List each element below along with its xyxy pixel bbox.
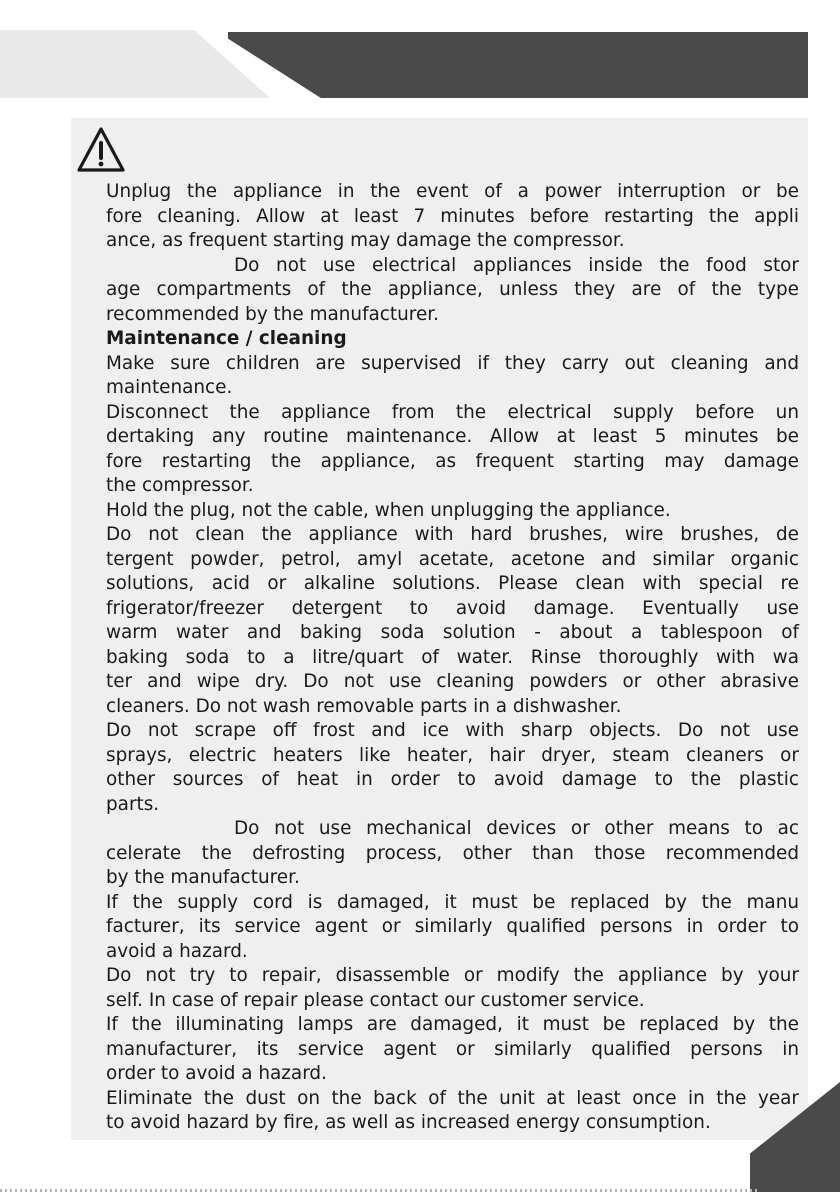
header-tab-light bbox=[0, 30, 270, 98]
paragraph-repair bbox=[106, 964, 799, 1013]
text-line: age compartments of the appliance, unless they are of the type bbox=[106, 279, 799, 300]
text-line: ance, as frequent starting may damage the compressor. bbox=[106, 230, 625, 251]
text-line: dertaking any routine maintenance. Allow at least 5 minutes be bbox=[106, 426, 799, 447]
text-line: by the manufacturer. bbox=[106, 867, 300, 888]
text-line: avoid a hazard. bbox=[106, 940, 248, 962]
header-tab-dark bbox=[228, 32, 808, 98]
paragraph-children bbox=[106, 352, 799, 401]
text-line: other sources of heat in order to avoid damage to the plastic bbox=[106, 769, 799, 790]
paragraph-power-interruption bbox=[106, 180, 799, 254]
text-line: Hold the plug, not the cable, when unplugging the appliance. bbox=[106, 499, 671, 521]
text-line: parts. bbox=[106, 793, 160, 815]
paragraph-disconnect bbox=[106, 401, 799, 499]
text-line: fore restarting the appliance, as frequent starting may damage bbox=[106, 450, 799, 472]
text-line: fore cleaning. Allow at least 7 minutes before restarting the appli bbox=[106, 205, 799, 227]
paragraph-defrosting bbox=[106, 817, 799, 891]
text-line: manufacturer, its service agent or similarly qualified persons in bbox=[106, 1038, 799, 1060]
text-line: ter and wipe dry. Do not use cleaning powders or other abrasive bbox=[106, 671, 799, 692]
text-line: Do not use mechanical devices or other means to ac bbox=[234, 818, 799, 839]
text-line: cleaners. Do not wash removable parts in a dishwasher. bbox=[106, 695, 622, 717]
text-line: facturer, its service agent or similarly qualified persons in order to bbox=[106, 916, 799, 937]
text-line: celerate the defrosting process, other than those recommended bbox=[106, 842, 799, 864]
text-line: Do not scrape off frost and ice with sharp objects. Do not use bbox=[106, 720, 799, 741]
text-line: recommended by the manufacturer. bbox=[106, 303, 439, 325]
text-line: frigerator/freezer detergent to avoid damage. Eventually use bbox=[106, 597, 799, 619]
text-line: If the illuminating lamps are damaged, it must be replaced by the bbox=[106, 1014, 799, 1035]
text-line: tergent powder, petrol, amyl acetate, acetone and similar organic bbox=[106, 548, 799, 570]
text-line: warm water and baking soda solution - about a tablespoon of bbox=[106, 622, 799, 643]
warning-triangle-icon bbox=[76, 126, 126, 174]
paragraph-dust bbox=[106, 1087, 799, 1136]
paragraph-electrical-appliances bbox=[106, 254, 799, 328]
section-heading: Maintenance / cleaning bbox=[106, 328, 347, 349]
text-line: self. In case of repair please contact our customer service. bbox=[106, 989, 645, 1011]
text-line: sprays, electric heaters like heater, hair dryer, steam cleaners or bbox=[106, 744, 799, 766]
text-line: Eliminate the dust on the back of the unit at least once in the year bbox=[106, 1087, 799, 1109]
text-line: Do not clean the appliance with hard brushes, wire brushes, de bbox=[106, 524, 799, 545]
text-line: Do not try to repair, disassemble or modify the appliance by your bbox=[106, 965, 799, 986]
paragraph-lamps bbox=[106, 1013, 799, 1087]
text-line: order to avoid a hazard. bbox=[106, 1063, 327, 1084]
paragraph-cleaning-agents bbox=[106, 523, 799, 719]
text-line: to avoid hazard by fire, as well as increased energy consumption. bbox=[106, 1112, 711, 1133]
text-line: Disconnect the appliance from the electrical supply before un bbox=[106, 401, 799, 423]
safety-text bbox=[106, 180, 799, 1136]
paragraph-frost bbox=[106, 719, 799, 817]
text-line: Make sure children are supervised if they carry out cleaning and bbox=[106, 352, 799, 374]
text-line: If the supply cord is damaged, it must be replaced by the manu bbox=[106, 891, 799, 913]
text-line: Unplug the appliance in the event of a power interruption or be bbox=[106, 181, 799, 202]
text-line: Do not use electrical appliances inside the food stor bbox=[234, 254, 799, 276]
text-line: maintenance. bbox=[106, 377, 233, 398]
text-line: solutions, acid or alkaline solutions. Please clean with special re bbox=[106, 573, 799, 594]
paragraph-supply-cord bbox=[106, 891, 799, 965]
text-line: baking soda to a litre/quart of water. Rinse thoroughly with wa bbox=[106, 646, 799, 668]
paragraph-plug bbox=[106, 499, 799, 524]
text-line: the compressor. bbox=[106, 475, 254, 496]
